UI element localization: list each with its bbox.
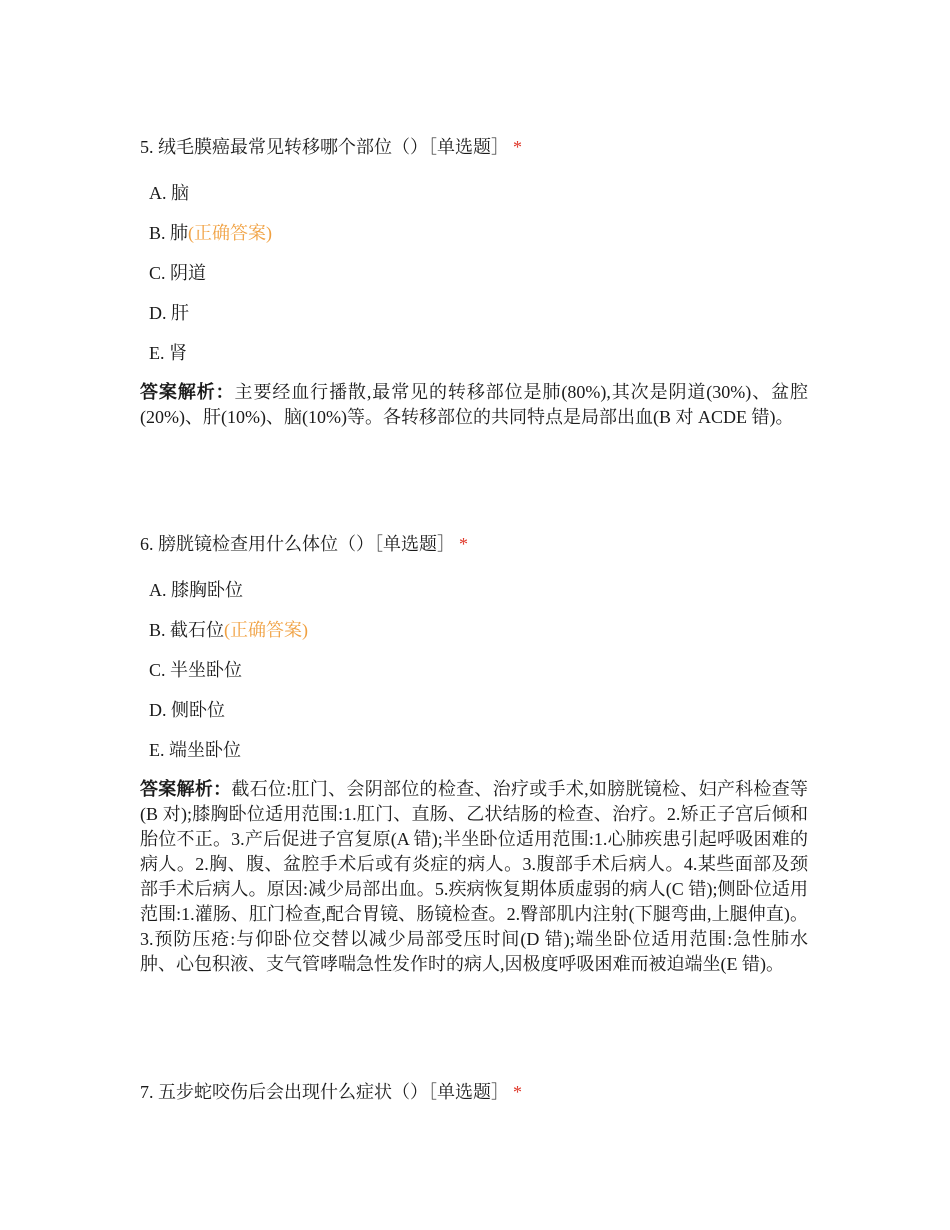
answer-analysis [140, 380, 808, 430]
option-d[interactable]: D. 侧卧位 [149, 700, 225, 720]
option-b[interactable]: B. 肺(正确答案) [149, 223, 273, 243]
question-6 [140, 533, 810, 977]
option-b[interactable]: B. 截石位(正确答案) [149, 620, 309, 640]
option-d[interactable]: D. 肝 [149, 303, 189, 323]
answer-analysis [140, 777, 808, 977]
option-list [149, 579, 810, 779]
question-5 [140, 136, 810, 430]
analysis-label: 答案解析： [140, 779, 232, 799]
question-title [140, 1081, 810, 1103]
question-title-text: 6. 膀胱镜检查用什么体位（）［单选题］ [140, 534, 455, 554]
question-title-text: 5. 绒毛膜癌最常见转移哪个部位（）［单选题］ [140, 137, 509, 157]
option-c[interactable]: C. 阴道 [149, 263, 207, 283]
option-e[interactable]: E. 肾 [149, 343, 187, 363]
question-7 [140, 1081, 810, 1103]
question-title [140, 533, 810, 555]
analysis-text: 主要经血行播散,最常见的转移部位是肺(80%),其次是阴道(30%)、盆腔(20%)、肝(10%)、脑(10%)等。各转移部位的共同特点是局部出血(B 对 ACDE 错)。 [140, 382, 809, 427]
analysis-label: 答案解析： [140, 382, 235, 402]
correct-answer-note: (正确答案) [188, 223, 273, 243]
option-a[interactable]: A. 脑 [149, 183, 189, 203]
question-title [140, 136, 810, 158]
option-list [149, 182, 810, 382]
option-a[interactable]: A. 膝胸卧位 [149, 580, 243, 600]
option-c[interactable]: C. 半坐卧位 [149, 660, 243, 680]
required-star: * [513, 137, 522, 157]
required-star: * [459, 534, 468, 554]
question-title-text: 7. 五步蛇咬伤后会出现什么症状（）［单选题］ [140, 1082, 509, 1102]
required-star: * [513, 1082, 522, 1102]
correct-answer-note: (正确答案) [224, 620, 309, 640]
analysis-text: 截石位:肛门、会阴部位的检查、治疗或手术,如膀胱镜检、妇产科检查等(B 对);膝胸卧位适用范围:1.肛门、直肠、乙状结肠的检查、治疗。2.矫正子宫后倾和胎位不正。3.产后促进子宫复原(A 错);半坐卧位适用范围:1.心肺疾患引起呼吸困难的病人。2.胸、腹、盆腔手术后或有炎症的病人。3.腹部手术后病人。4.某些面部及颈部手术后病人。原因:减少局部出血。5.疾病恢复期体质虚弱的病人(C 错);侧卧位适用范围:1.灌肠、肛门检查,配合胃镜、肠镜检查。2.臀部肌内注射(下腿弯曲,上腿伸直)。3.预防压疮:与仰卧位交替以减少局部受压时间(D 错);端坐卧位适用范围:急性肺水肿、心包积液、支气管哮喘急性发作时的病人,因极度呼吸困难而被迫端坐(E 错)。 [140, 779, 809, 974]
option-e[interactable]: E. 端坐卧位 [149, 740, 241, 760]
